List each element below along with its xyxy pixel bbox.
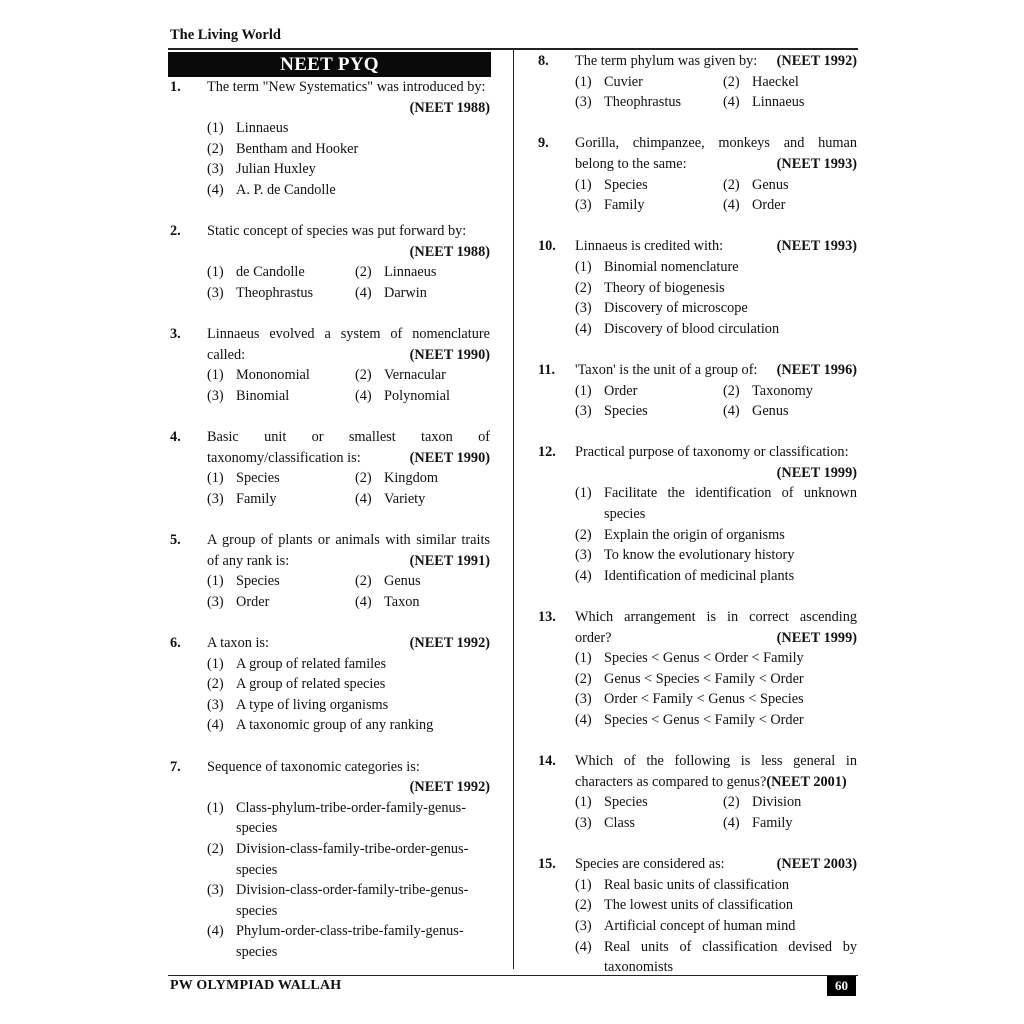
question-1 xyxy=(170,77,490,201)
option: (1) de Candolle xyxy=(207,264,305,281)
column-divider xyxy=(513,49,514,969)
exam-tag: (NEET 1990) xyxy=(409,346,490,363)
option: (2) Division xyxy=(723,794,802,811)
option: (3) Artificial concept of human mind xyxy=(575,917,796,934)
question-text: The term "New Systematics" was introduced by: (NEET 1988) xyxy=(207,77,490,118)
option: (3) Class xyxy=(575,814,635,831)
question-text: 'Taxon' is the unit of a group of: (NEET 1996) xyxy=(575,360,857,381)
question-text: Which of the following is less general in characters as compared to genus?(NEET 2001) xyxy=(575,753,857,790)
options-grid xyxy=(207,365,490,406)
options-list xyxy=(207,798,479,963)
option: (1) Species xyxy=(207,470,280,487)
option: (4) Taxon xyxy=(355,593,420,610)
option: (2) A group of related species xyxy=(207,676,386,693)
option: (2) Haeckel xyxy=(723,73,799,90)
question-text: Linnaeus is credited with: (NEET 1993) xyxy=(575,236,857,257)
option: (2) Explain the origin of organisms xyxy=(575,526,785,543)
question-12 xyxy=(538,442,857,586)
question-number: 12. xyxy=(538,444,556,461)
question-6 xyxy=(170,633,490,736)
question-10 xyxy=(538,236,857,339)
exam-tag: (NEET 1990) xyxy=(409,449,490,466)
right-column xyxy=(538,51,857,978)
option: (3) Julian Huxley xyxy=(207,161,316,178)
option: (1) Class-phylum-tribe-order-family-genus-species xyxy=(207,799,466,837)
question-14 xyxy=(538,751,857,833)
question-4 xyxy=(170,427,490,509)
option: (1) A group of related familes xyxy=(207,655,387,672)
question-number: 4. xyxy=(170,429,181,446)
running-title: The Living World xyxy=(170,27,281,43)
option: (3) To know the evolutionary history xyxy=(575,547,795,564)
option: (1) Species xyxy=(207,573,280,590)
question-7 xyxy=(170,757,490,963)
exam-tag: (NEET 1992) xyxy=(776,53,857,69)
options-grid xyxy=(575,792,857,833)
question-number: 15. xyxy=(538,856,556,873)
option: (4) Darwin xyxy=(355,284,427,301)
option: (1) Species xyxy=(575,176,648,193)
option: (1) Order xyxy=(575,382,638,399)
question-text: Linnaeus evolved a system of nomenclature called: (NEET 1990) xyxy=(207,324,490,365)
question-number: 2. xyxy=(170,223,181,240)
option: (4) Polynomial xyxy=(355,387,450,404)
option: (1) Linnaeus xyxy=(207,120,289,137)
exam-tag: (NEET 2001) xyxy=(766,773,847,790)
exam-tag: (NEET 1999) xyxy=(776,464,857,481)
question-text: Sequence of taxonomic categories is: (NEET 1992) xyxy=(207,758,490,796)
option: (1) Species xyxy=(575,794,648,811)
question-15 xyxy=(538,854,857,978)
option: (3) Family xyxy=(207,490,277,507)
options-grid xyxy=(207,468,490,509)
question-5 xyxy=(170,530,490,612)
question-text: The term phylum was given by: (NEET 1992) xyxy=(575,51,857,72)
exam-tag: (NEET 1999) xyxy=(776,629,857,646)
option: (1) Mononomial xyxy=(207,367,310,384)
page-number: 60 xyxy=(827,976,856,996)
option: (4) Phylum-order-class-tribe-family-genus-species xyxy=(207,923,464,960)
question-2 xyxy=(170,221,490,303)
option: (4) A. P. de Candolle xyxy=(207,181,336,198)
question-3 xyxy=(170,324,490,406)
options-grid xyxy=(575,175,857,216)
options-list xyxy=(207,118,490,200)
exam-tag: (NEET 1993) xyxy=(776,155,857,172)
option: (4) Discovery of blood circulation xyxy=(575,320,780,337)
left-column xyxy=(170,52,490,963)
option: (2) Bentham and Hooker xyxy=(207,140,359,157)
exam-tag: (NEET 1988) xyxy=(409,243,490,260)
option: (2) The lowest units of classification xyxy=(575,897,793,914)
question-number: 1. xyxy=(170,79,181,95)
option: (2) Genus < Species < Family < Order xyxy=(575,670,804,687)
section-banner: NEET PYQ xyxy=(168,52,491,77)
options-list xyxy=(575,483,857,586)
option: (2) Genus xyxy=(723,176,789,193)
question-number: 13. xyxy=(538,609,556,626)
option: (4) Family xyxy=(723,814,793,831)
option: (2) Vernacular xyxy=(355,367,446,384)
question-text: Gorilla, chimpanzee, monkeys and human belong to the same: (NEET 1993) xyxy=(575,133,857,174)
options-grid xyxy=(207,571,490,612)
option: (2) Kingdom xyxy=(355,470,439,487)
question-number: 5. xyxy=(170,532,181,549)
question-number: 9. xyxy=(538,135,549,152)
option: (3) Theophrastus xyxy=(575,94,682,111)
option: (2) Linnaeus xyxy=(355,264,437,281)
option: (3) Theophrastus xyxy=(207,284,314,301)
question-9 xyxy=(538,133,857,215)
option: (2) Taxonomy xyxy=(723,382,813,399)
exam-tag: (NEET 1996) xyxy=(776,361,857,378)
exam-tag: (NEET 1988) xyxy=(409,99,490,116)
option: (4) A taxonomic group of any ranking xyxy=(207,717,434,734)
option: (4) Species < Genus < Family < Order xyxy=(575,712,804,728)
question-text: A taxon is: (NEET 1992) xyxy=(207,633,490,654)
option: (2) Theory of biogenesis xyxy=(575,279,725,296)
question-text: Species are considered as: (NEET 2003) xyxy=(575,854,857,875)
question-text: Practical purpose of taxonomy or classification: (NEET 1999) xyxy=(575,444,857,481)
option: (1) Real basic units of classification xyxy=(575,876,790,893)
option: (4) Order xyxy=(723,197,786,214)
option: (4) Identification of medicinal plants xyxy=(575,567,795,584)
question-number: 7. xyxy=(170,758,181,775)
option: (1) Species < Genus < Order < Family xyxy=(575,650,804,667)
question-number: 11. xyxy=(538,361,556,378)
question-number: 3. xyxy=(170,326,181,343)
option: (4) Linnaeus xyxy=(723,94,805,111)
question-number: 6. xyxy=(170,635,181,652)
option: (4) Variety xyxy=(355,490,426,507)
option: (3) Order < Family < Genus < Species xyxy=(575,691,804,708)
option: (3) Binomial xyxy=(207,387,290,404)
options-list xyxy=(575,875,857,978)
option: (3) Species xyxy=(575,403,648,420)
option: (3) Division-class-order-family-tribe-genus-species xyxy=(207,882,469,919)
exam-tag: (NEET 2003) xyxy=(776,856,857,873)
option: (1) Cuvier xyxy=(575,73,643,90)
option: (3) Discovery of microscope xyxy=(575,300,748,317)
question-8 xyxy=(538,51,857,113)
options-grid xyxy=(575,381,857,422)
question-number: 8. xyxy=(538,53,549,69)
exam-tag: (NEET 1992) xyxy=(409,779,490,796)
exam-tag: (NEET 1992) xyxy=(409,635,490,652)
question-13 xyxy=(538,607,857,731)
option: (3) Order xyxy=(207,593,270,610)
question-number: 14. xyxy=(538,753,556,770)
question-number: 10. xyxy=(538,238,556,255)
question-text: Which arrangement is in correct ascending order? (NEET 1999) xyxy=(575,607,857,648)
option: (2) Genus xyxy=(355,573,421,590)
option: (1) Binomial nomenclature xyxy=(575,258,739,275)
option: (4) Real units of classification devised by taxonomists xyxy=(575,938,857,976)
question-text: Basic unit or smallest taxon of taxonomy/classification is: (NEET 1990) xyxy=(207,427,490,468)
options-grid xyxy=(207,262,490,303)
option: (3) Family xyxy=(575,197,645,214)
question-text: Static concept of species was put forward by: (NEET 1988) xyxy=(207,223,490,260)
exam-tag: (NEET 1991) xyxy=(409,552,490,569)
footer-brand: PW OLYMPIAD WALLAH xyxy=(170,978,342,993)
exam-tag: (NEET 1993) xyxy=(776,238,857,255)
option: (2) Division-class-family-tribe-order-genus-species xyxy=(207,840,469,878)
footer-rule xyxy=(168,975,858,976)
options-list xyxy=(575,648,857,730)
question-11 xyxy=(538,360,857,422)
option: (1) Facilitate the identification of unknown species xyxy=(575,485,857,523)
options-grid xyxy=(575,72,857,113)
option: (3) A type of living organisms xyxy=(207,696,389,713)
options-list xyxy=(575,257,857,339)
options-list xyxy=(207,654,490,736)
question-text: A group of plants or animals with similar traits of any rank is: (NEET 1991) xyxy=(207,530,490,571)
option: (4) Genus xyxy=(723,403,789,420)
